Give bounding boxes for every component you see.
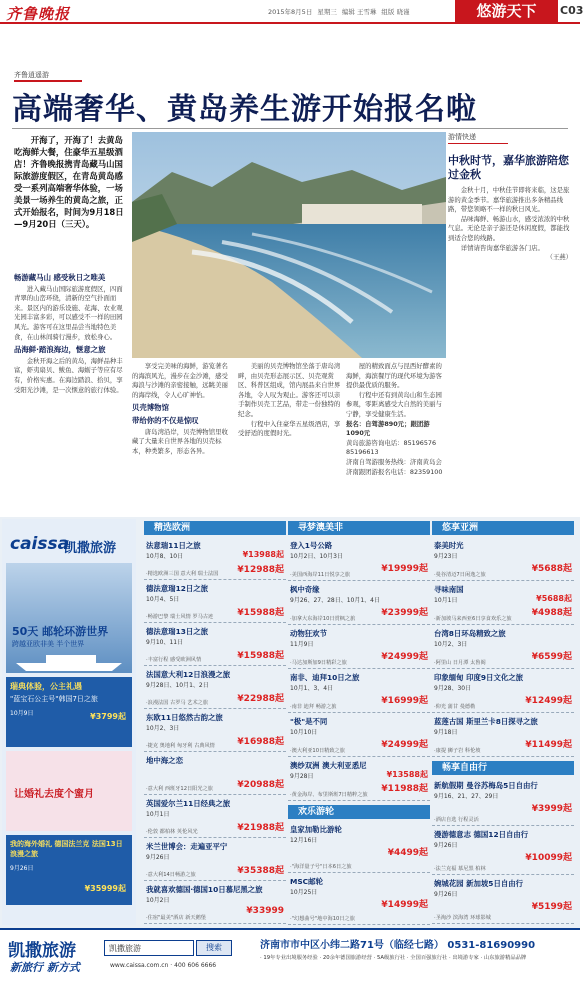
tour-date: 10月10日	[290, 729, 318, 736]
tour-title: 德法意瑞13日之旅	[146, 627, 209, 636]
beach-photo-illustration	[132, 132, 446, 358]
tour-date: 10月2、3日	[146, 725, 180, 732]
footer-note: · 19年专业出境服务经验 · 20余年德国旅游经营 · 5A级旅行社 · 全国百强旅行社 · 出境游专家 · 山东旅游精品品牌	[260, 955, 527, 961]
byline: （王燕）	[546, 253, 572, 262]
tour-price: ¥22988起	[237, 694, 284, 704]
tour-description: ·畅游巴黎 瑞士风情 罗马古迹	[146, 614, 214, 620]
tour-title: 寻味南国	[434, 585, 464, 594]
paragraph: 金秋十月，中秋佳节即将来临，这是旅游的黄金季节。嘉华旅游推出多条精品线路，带您领略不一样的秋日风光。	[448, 186, 570, 214]
article-column-4	[346, 362, 446, 514]
tour-description: ·阿里山 日月潭 太鲁阁	[434, 660, 486, 666]
tour-title: 印象缅甸 印度9日文化之旅	[434, 673, 524, 682]
tour-price: ¥5688起	[531, 564, 572, 574]
tour-price: ¥23999起	[381, 608, 428, 618]
ad-tour-item[interactable]	[432, 777, 574, 826]
promo-date: 10月9日	[10, 710, 34, 717]
hotline: 黄岛旅游咨询电话：85196576	[346, 438, 437, 447]
tour-price: ¥4499起	[387, 848, 428, 858]
tour-old-price: ¥13588起	[386, 770, 428, 779]
tour-date: 9月28日、10月1、2日	[146, 682, 209, 689]
tour-date: 9月10、11日	[146, 639, 184, 646]
article-column-3	[238, 362, 342, 514]
tour-date: 10月8、10日	[146, 553, 184, 560]
tour-date: 9月26日	[434, 891, 458, 898]
article-column-2	[132, 362, 234, 514]
organizer: 济南自驾游服务热线：济南黄岛会	[346, 457, 442, 466]
ad-tour-item[interactable]	[144, 623, 286, 666]
paragraph: 行程中入住豪华五星级酒店，享受舒适的度假时光。	[238, 419, 341, 438]
tour-description: ·南非 迪拜 畅游之旅	[290, 704, 337, 710]
tour-title: 皇家加勒比游轮	[290, 825, 342, 834]
ad-tour-item[interactable]	[432, 875, 574, 924]
ad-tour-item[interactable]	[432, 669, 574, 713]
cruise-ship-icon	[6, 651, 132, 673]
footer-brand: 凯撒旅游	[8, 941, 76, 961]
tour-price: ¥14999起	[381, 900, 428, 910]
tour-price: ¥6599起	[531, 652, 572, 662]
page-number: C03	[560, 4, 583, 17]
wedding-banner[interactable]	[6, 751, 132, 831]
footer-url[interactable]: www.caissa.com.cn · 400 606 6666	[110, 962, 217, 969]
paragraph: 行程中还有到黄岛山和生态园参观，零距离感受大自然的美丽与宁静，享受健康生活。	[346, 390, 442, 418]
tour-description: ·圣淘沙 滨海湾 环球影城	[434, 915, 491, 921]
tour-description: ·新加坡马来西亚6日享食欢乐之旅	[434, 616, 512, 622]
cruise-title: 50天 邮轮环游世界	[12, 625, 109, 638]
paragraph: 唐岛湾沿岸，贝壳博物馆里收藏了大量来自世界各地的贝壳标本，种类繁多，形态各异。	[132, 427, 228, 455]
page-header	[0, 0, 583, 24]
paragraph: 屋的精致面点与昆西好酵素的海鲜，海滨餐厅的现代环境为游客提供最优质的服务。	[346, 362, 442, 390]
tour-date: 9月28、30日	[434, 685, 472, 692]
tour-title: 英国爱尔兰11日经典之旅	[146, 799, 231, 808]
tour-date: 10月2日	[146, 897, 170, 904]
tour-date: 10月2日、10月3日	[290, 553, 343, 560]
tour-description: ·法兰克福 慕尼黑 柏林	[434, 866, 486, 872]
tour-price: ¥20988起	[237, 780, 284, 790]
article-kicker: 齐鲁逍遥游	[14, 71, 49, 79]
tour-title: "极"是不同	[290, 717, 328, 726]
ad-tour-item[interactable]	[432, 713, 574, 757]
tour-date: 10月1日	[434, 597, 458, 604]
caissa-logo: caissa	[10, 534, 70, 554]
side-title: 中秋时节，嘉华旅游陪您过金秋	[448, 154, 569, 181]
tour-price: ¥19999起	[381, 564, 428, 574]
tour-price: ¥35388起	[237, 866, 284, 876]
tour-title: 南非、迪拜10日之旅	[290, 673, 360, 682]
ad-tour-item[interactable]	[144, 752, 286, 795]
subhead: 品海鲜·踏浪海边，惬意之旅	[14, 345, 106, 355]
ad-tour-item[interactable]	[144, 537, 286, 580]
tour-price: ¥5199起	[531, 902, 572, 912]
promo-title: 我的海外婚礼 德国法兰克 法国13日浪漫之旅	[10, 840, 123, 858]
tour-price: ¥10099起	[525, 853, 572, 863]
tour-title: 地中海之恋	[146, 756, 183, 765]
tour-description: ·丰富行程 感受欧洲风情	[146, 657, 202, 663]
ad-tour-item[interactable]	[288, 581, 430, 625]
promo-title: 瑞典体验，公主礼遇	[10, 682, 82, 691]
tour-description: ·住宿"最美"酒店 新天鹅堡	[146, 915, 206, 921]
promo-date: 9月26日	[10, 865, 34, 872]
paragraph: 享受完美味的海鲜，游览著名的海滨风光，漫步在金沙滩，感受海浪与沙滩的亲密接触，远眺美丽的海岸线，令人心旷神怡。	[132, 362, 228, 399]
ad-section-header: 畅享自由行	[432, 761, 574, 775]
ad-tour-item[interactable]	[288, 757, 430, 801]
side-tag: 游情快递	[448, 132, 508, 144]
cruise-subtitle: 跨越亚欧非美 半个世界	[12, 640, 85, 648]
tour-description: ·精选欧洲三国 意大利 瑞士法国	[146, 571, 219, 577]
ad-tour-item[interactable]	[288, 625, 430, 669]
tour-title: 台湾8日环岛精致之旅	[434, 629, 506, 638]
organizer-phone: 济南跟团游报名电话：82359100	[346, 467, 443, 476]
editor: 编辑 王雪琳	[341, 8, 377, 16]
footer-address: 济南市市中区小纬二路71号（临经七路）	[260, 940, 444, 951]
tour-date: 9月26日	[434, 842, 458, 849]
subhead: 贝壳博物馆	[132, 403, 169, 413]
cruise-banner	[6, 563, 132, 673]
tour-price: ¥15988起	[237, 651, 284, 661]
tour-date: 9月26日	[146, 854, 170, 861]
tour-title: 澳纱双洲 澳大利亚悉尼	[290, 761, 367, 770]
footer-contact	[260, 936, 535, 951]
tour-date: 9月16、21、27、29日	[434, 793, 499, 800]
footer-phone: 0531-81690990	[447, 940, 536, 951]
tour-price: ¥16999起	[381, 696, 428, 706]
promo-price: ¥35999起	[84, 884, 126, 893]
tour-title: 枫中奇缘	[290, 585, 320, 594]
ad-brand-panel	[2, 519, 136, 925]
ad-footer	[0, 928, 580, 981]
price-info: 报名：自驾游890元；跟团游1090元	[346, 419, 430, 438]
header-meta	[268, 7, 409, 16]
promo-subtitle: "蓝宝石公主号"韩国7日之旅	[10, 695, 98, 703]
tour-title: 米兰世博会：走遍亚平宁	[146, 842, 228, 851]
footer-search-button[interactable]: 搜索	[196, 940, 232, 956]
paragraph: 进入藏马山国际旅游度假区，四面青翠的山峦环绕，清新的空气扑面而来。景区内的游乐设施、花海、农业观光园丰富多彩，可以感受不一样的田园风光。游客可在这里品尝当地特色美食，在山林间骑行漫步，放松身心。	[14, 284, 123, 341]
ad-tour-item[interactable]	[288, 669, 430, 713]
ad-tour-item[interactable]	[288, 821, 430, 873]
promo-price: ¥3799起	[90, 712, 126, 721]
tour-description: ·"海洋量子号"日本6日之旅	[290, 864, 352, 870]
ad-tour-item[interactable]	[144, 881, 286, 924]
tour-description: ·马达加斯加9日精彩之旅	[290, 660, 347, 666]
ad-tour-item[interactable]	[288, 713, 430, 757]
tour-date: 10月25日	[290, 889, 318, 896]
ad-section-header: 欢乐游轮	[288, 805, 430, 819]
paragraph: 美丽的贝壳博物馆坐落于唐岛湾畔，由贝壳形态展示区、贝壳观赏区、科普区组成，馆内展品来自世界各地，令人叹为观止。游客还可以亲手制作贝壳工艺品，带走一份独特的纪念。	[238, 362, 341, 418]
tour-title: 东欧11日悠然古韵之旅	[146, 713, 223, 722]
tour-title: 泰美时光	[434, 541, 464, 550]
article-lead: 开海了，开海了！去黄岛吃海鲜大餐，住豪华五星级酒店！齐鲁晚报携青岛藏马山国际旅游度假区，在青岛黄岛感受一系列高端奢华体验，一场美景一场养生的黄岛之旅，正式开始报名，时间为9月18日—9月20日（三天）。	[14, 135, 124, 229]
wedding-title: 让婚礼去度个蜜月	[14, 789, 94, 800]
tour-title: 法意瑞11日之旅	[146, 541, 201, 550]
issue-weekday: 星期三	[317, 8, 337, 16]
tour-date: 11月9日	[290, 641, 314, 648]
tour-description: ·酒店自选 行程灵活	[434, 817, 479, 823]
tour-title: 登入1号公路	[290, 541, 333, 550]
hotline-2: 85196613	[346, 448, 379, 457]
tour-date: 9月28日	[290, 773, 314, 780]
tour-date: 10月1日	[146, 811, 170, 818]
tour-description: ·浪漫法国 古罗马 艺术之旅	[146, 700, 209, 706]
ad-tour-item[interactable]	[144, 666, 286, 709]
ad-tour-item[interactable]	[432, 625, 574, 669]
tour-old-price: ¥13988起	[242, 550, 284, 559]
beach-photo	[132, 132, 446, 358]
ad-tour-item[interactable]	[288, 873, 430, 925]
tour-price: ¥15988起	[237, 608, 284, 618]
ad-tour-item[interactable]	[288, 537, 430, 581]
ad-section-header: 精选欧洲	[144, 521, 286, 535]
tour-date: 12月16日	[290, 837, 318, 844]
tour-description: ·美国西海岸11日悦享之旅	[290, 572, 351, 578]
tour-description: ·意大利14日畅游之旅	[146, 872, 196, 878]
promo-wedding[interactable]	[6, 835, 132, 905]
tour-price: ¥33999	[246, 906, 284, 916]
tour-price: ¥21988起	[237, 823, 284, 833]
issue-date: 2015年8月5日	[268, 8, 313, 16]
tour-price: ¥12499起	[525, 696, 572, 706]
ad-section-header: 悠享亚洲	[432, 521, 574, 535]
tour-title: 法国意大利12日浪漫之旅	[146, 670, 231, 679]
designer: 组版 晓谨	[381, 8, 410, 16]
side-column	[448, 132, 572, 512]
headline-rule	[12, 128, 568, 129]
article-column-1	[14, 270, 128, 514]
article-headline: 高端奢华、黄岛养生游开始报名啦	[12, 92, 477, 127]
paragraph: 品味海鲜、畅游山水，感受浓浓的中秋气息。无论是亲子游还是休闲度假，都能找到适合您的线路。	[448, 214, 570, 242]
tour-date: 9月18日	[434, 729, 458, 736]
ad-tour-item[interactable]	[432, 581, 574, 625]
tour-price: ¥11499起	[525, 740, 572, 750]
tour-description: ·黄金海岸、布里斯班7日精粹之旅	[290, 792, 368, 798]
tour-title: 婉城花园 新加坡5日自由行	[434, 879, 524, 888]
tour-description: ·捷克 奥地利 匈牙利 古典风情	[146, 743, 215, 749]
footer-hotline: 400 606 6666	[174, 962, 217, 969]
promo-korea[interactable]	[6, 677, 132, 747]
tour-description: ·"幻想曲号"地中海10日之旅	[290, 916, 355, 922]
tour-description: ·加拿大东海岸10日赏枫之旅	[290, 616, 356, 622]
tour-title: 漫游德意志 德国12日自由行	[434, 830, 529, 839]
paragraph: 详情请咨询嘉华旅游各门店。	[460, 243, 544, 252]
tour-description: ·意大利 西班牙12日阳光之旅	[146, 786, 213, 792]
tour-title: 新航假期 曼谷苏梅岛5日自由行	[434, 781, 538, 790]
subhead: 带给你的不仅是惊叹	[132, 415, 199, 425]
tour-description: ·伦敦 都柏林 英伦风光	[146, 829, 198, 835]
tour-description: ·仰光 蒲甘 曼德勒	[434, 704, 476, 710]
kicker-rule	[14, 80, 82, 82]
tour-old-price: ¥5688起	[536, 594, 572, 603]
ad-tour-item[interactable]	[144, 795, 286, 838]
tour-price: ¥12988起	[237, 565, 284, 575]
tour-price: ¥4988起	[531, 608, 572, 618]
tour-description: ·康提 狮子岩 科伦坡	[434, 748, 481, 754]
tour-title: 动物狂欢节	[290, 629, 327, 638]
tour-title: MSC邮轮	[290, 877, 323, 886]
tour-date: 9月26、27、28日、10月1、4日	[290, 597, 380, 604]
tour-date: 10月4、5日	[146, 596, 180, 603]
paragraph: 金秋开海之后的黄岛，海鲜品种丰富，虾夷扇贝、鲅鱼、海蛎子等应有尽有，价格实惠。在海边踏浪、拾贝，享受阳光沙滩，是一次惬意的旅行体验。	[14, 356, 123, 394]
tour-date: 9月23日	[434, 553, 458, 560]
tour-title: 蓝莲古国 斯里兰卡8日探寻之旅	[434, 717, 538, 726]
ad-tour-item[interactable]	[432, 826, 574, 875]
subhead: 畅游藏马山 感受秋日之唯美	[14, 273, 106, 282]
section-title: 悠游天下	[455, 0, 558, 22]
side-body	[448, 186, 572, 263]
tour-price: ¥11988起	[381, 784, 428, 794]
ad-tour-item[interactable]	[432, 537, 574, 581]
tour-date: 10月2、3日	[434, 641, 468, 648]
ad-tour-item[interactable]	[144, 580, 286, 623]
tour-price: ¥3999起	[531, 804, 572, 814]
tour-description: ·澳大利亚10日精致之旅	[290, 748, 345, 754]
footer-search-input[interactable]: 凯撒旅游	[104, 940, 194, 956]
newspaper-logo: 齐鲁晚报	[6, 5, 71, 23]
tour-price: ¥24999起	[381, 652, 428, 662]
ad-tour-item[interactable]	[144, 709, 286, 752]
caissa-logo-cn: 凯撒旅游	[64, 541, 117, 556]
footer-slogan: 新旅行 新方式	[10, 961, 80, 974]
ad-section-header: 寻梦澳美非	[288, 521, 430, 535]
tour-date: 10月1、3、4日	[290, 685, 334, 692]
tour-title: 我就喜欢德国·德国10日慕尼黑之旅	[146, 885, 263, 894]
tour-price: ¥24999起	[381, 740, 428, 750]
ad-tour-item[interactable]	[144, 838, 286, 881]
tour-price: ¥16988起	[237, 737, 284, 747]
tour-description: ·曼谷清迈7日闲逸之旅	[434, 572, 486, 578]
tour-title: 德法意瑞12日之旅	[146, 584, 209, 593]
